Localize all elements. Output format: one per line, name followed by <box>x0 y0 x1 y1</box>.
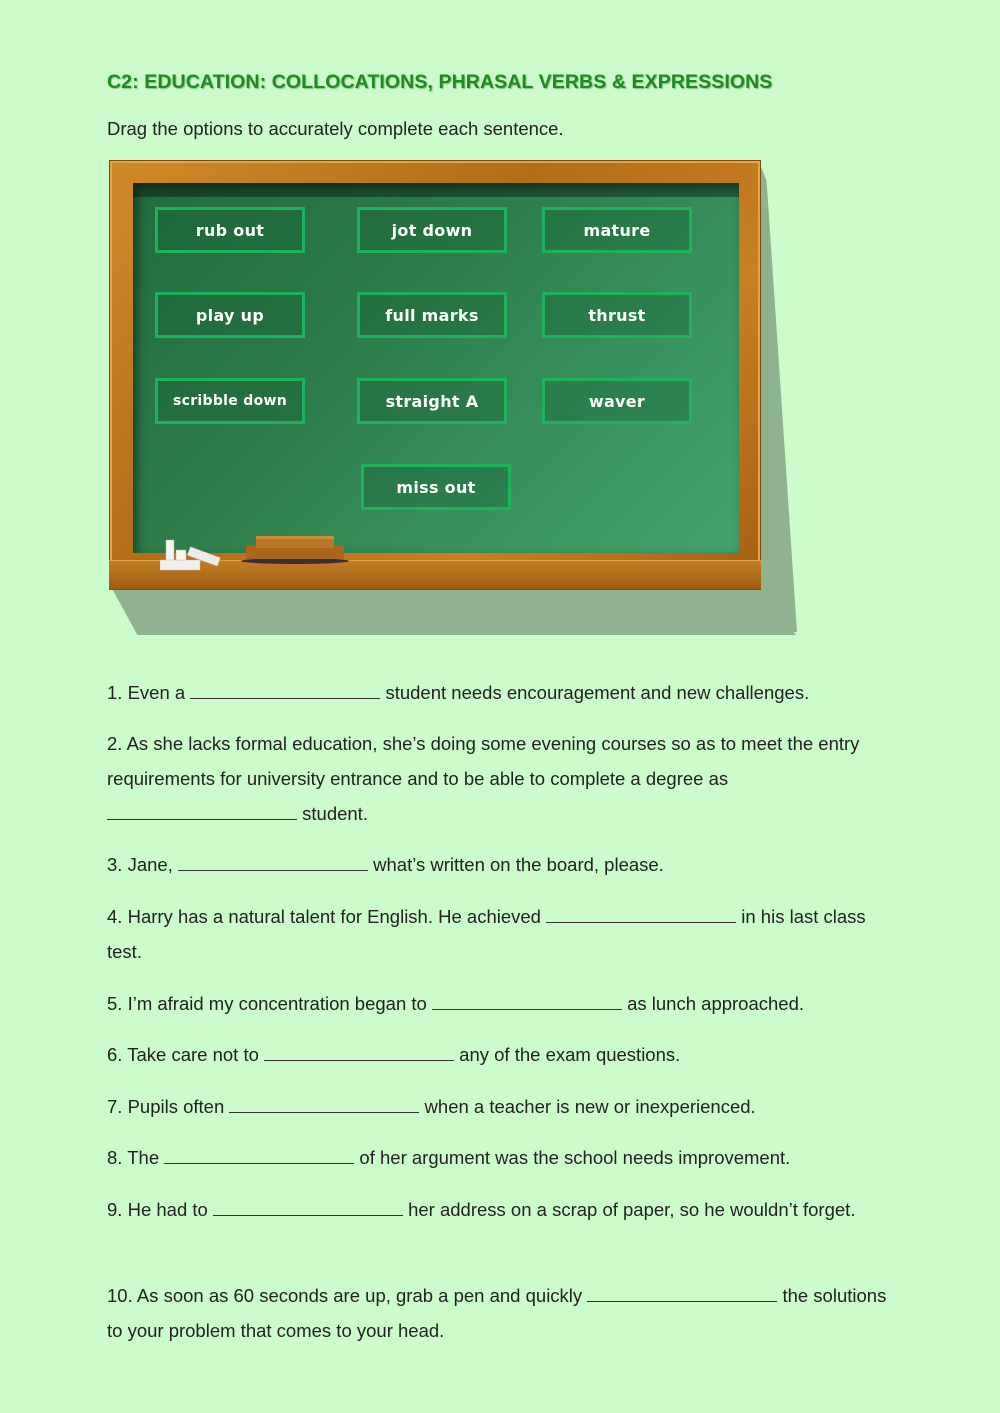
question-6 <box>107 1037 897 1072</box>
answer-blank-4[interactable] <box>546 904 736 923</box>
option-full-marks[interactable]: full marks <box>357 292 507 338</box>
page-title: C2: EDUCATION: COLLOCATIONS, PHRASAL VERBS & EXPRESSIONS <box>107 71 773 93</box>
question-text-after: student needs encouragement and new challenges. <box>385 682 810 703</box>
eraser-icon <box>240 534 350 564</box>
question-number: 7. <box>107 1096 123 1117</box>
answer-blank-3[interactable] <box>178 852 368 871</box>
question-number: 5. <box>107 993 123 1014</box>
question-number: 9. <box>107 1199 123 1220</box>
question-number: 8. <box>107 1147 123 1168</box>
question-2 <box>107 726 897 831</box>
question-number: 3. <box>107 854 123 875</box>
question-text-before: He had to <box>127 1199 208 1220</box>
option-scribble-down[interactable]: scribble down <box>155 378 305 424</box>
question-1 <box>107 675 897 710</box>
question-number: 4. <box>107 906 123 927</box>
answer-blank-10[interactable] <box>587 1283 777 1302</box>
board-shadow <box>110 585 796 635</box>
question-3 <box>107 847 897 882</box>
question-8 <box>107 1140 897 1175</box>
question-text-after: her address on a scrap of paper, so he wouldn’t forget. <box>408 1199 856 1220</box>
instructions: Drag the options to accurately complete each sentence. <box>107 118 564 139</box>
question-text-before: Even a <box>127 682 186 703</box>
question-7 <box>107 1089 897 1124</box>
chalk-icon <box>160 538 226 572</box>
option-straight-a[interactable]: straight A <box>357 378 507 424</box>
question-text-after: any of the exam questions. <box>459 1044 681 1065</box>
answer-blank-1[interactable] <box>190 680 380 699</box>
option-play-up[interactable]: play up <box>155 292 305 338</box>
question-text-before: Take care not to <box>127 1044 259 1065</box>
question-number: 1. <box>107 682 123 703</box>
question-10 <box>107 1278 897 1348</box>
question-text-after: when a teacher is new or inexperienced. <box>424 1096 756 1117</box>
chalkboard-shade <box>133 183 739 197</box>
question-text-after: the solutions to your problem that comes to your head. <box>107 1285 887 1341</box>
question-text-before: I’m afraid my concentration began to <box>127 993 427 1014</box>
question-number: 2. <box>107 733 123 754</box>
question-4 <box>107 899 897 969</box>
question-5 <box>107 986 897 1021</box>
answer-blank-2[interactable] <box>107 801 297 820</box>
question-number: 10. <box>107 1285 133 1306</box>
question-9 <box>107 1192 897 1227</box>
answer-blank-8[interactable] <box>164 1145 354 1164</box>
answer-blank-5[interactable] <box>432 991 622 1010</box>
option-mature[interactable]: mature <box>542 207 692 253</box>
question-text-after: of her argument was the school needs improvement. <box>359 1147 791 1168</box>
question-text-after: in his last class test. <box>107 906 866 962</box>
question-text-before: As soon as 60 seconds are up, grab a pen and quickly <box>136 1285 583 1306</box>
question-text-before: The <box>127 1147 160 1168</box>
question-text-after: as lunch approached. <box>627 993 805 1014</box>
option-jot-down[interactable]: jot down <box>357 207 507 253</box>
board-shadow-side <box>759 162 797 632</box>
answer-blank-9[interactable] <box>213 1197 403 1216</box>
option-rub-out[interactable]: rub out <box>155 207 305 253</box>
answer-blank-6[interactable] <box>264 1042 454 1061</box>
option-miss-out[interactable]: miss out <box>361 464 511 510</box>
question-text-after: what’s written on the board, please. <box>373 854 664 875</box>
question-text-before: Pupils often <box>127 1096 225 1117</box>
answer-blank-7[interactable] <box>229 1094 419 1113</box>
option-thrust[interactable]: thrust <box>542 292 692 338</box>
question-text-before: Jane, <box>127 854 173 875</box>
question-text-before: Harry has a natural talent for English. He achieved <box>127 906 541 927</box>
question-text-after: student. <box>302 803 368 824</box>
question-text-before: As she lacks formal education, she’s doing some evening courses so as to meet the entry requirements for university entrance and to be able to complete a degree as <box>107 733 860 789</box>
question-number: 6. <box>107 1044 123 1065</box>
option-waver[interactable]: waver <box>542 378 692 424</box>
